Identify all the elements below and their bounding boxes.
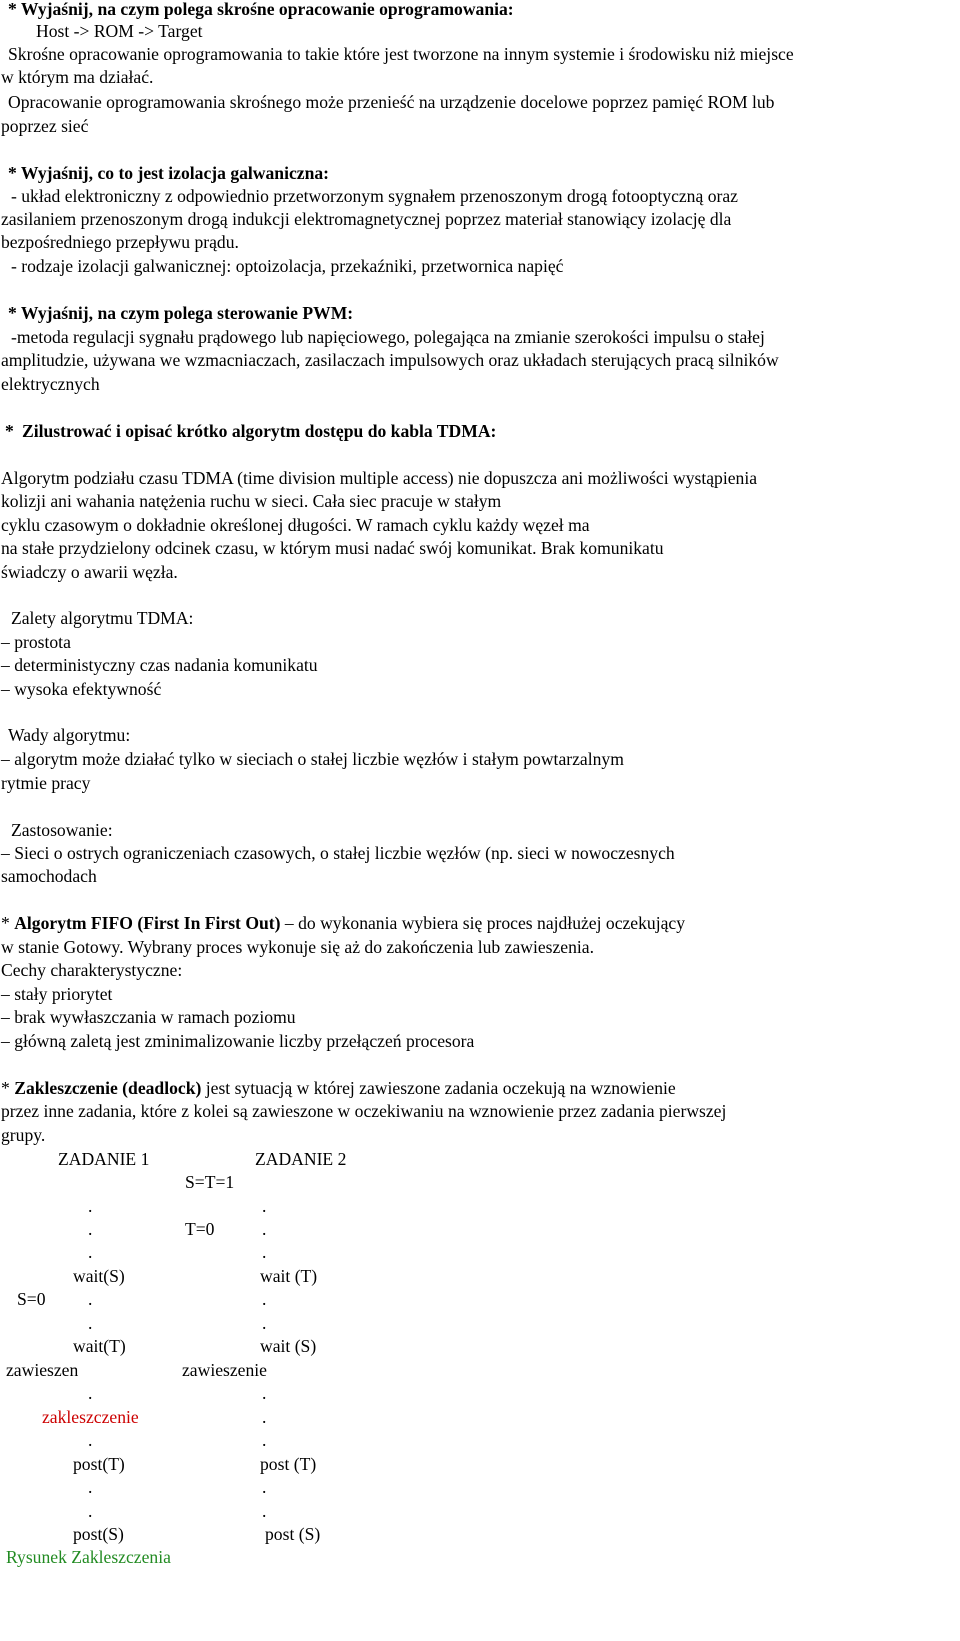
q1-line: Opracowanie oprogramowania skrośnego może przenieść na urządzenie docelowe poprzez pamięć ROM lub <box>8 92 775 112</box>
q5-heading-rest: – do wykonania wybiera się proces najdłużej oczekujący <box>280 913 686 933</box>
q5-heading-bold: Algorytm FIFO (First In First Out) <box>14 913 281 933</box>
q2-line: - układ elektroniczny z odpowiednio przetworzonym sygnałem przenoszonym drogą fotooptyczną oraz <box>11 186 738 206</box>
q4-line: cyklu czasowym o dokładnie określonej długości. W ramach cyklu każdy węzeł ma <box>1 515 590 535</box>
diagram-suspended-2: zawieszenie <box>182 1360 267 1380</box>
list-item: – Sieci o ostrych ograniczeniach czasowych, o stałej liczbie węzłów (np. sieci w nowoczesnych <box>1 843 675 863</box>
diagram-wait-t: wait (T) <box>260 1266 318 1286</box>
diagram-t0: T=0 <box>185 1219 215 1239</box>
diagram-dot: . <box>262 1219 267 1239</box>
diagram-post-s: post(S) <box>73 1524 124 1544</box>
q4-line: kolizji ani wahania natężenia ruchu w sieci. Cała siec pracuje w stałym <box>1 491 502 511</box>
diagram-dot: . <box>88 1289 93 1309</box>
list-item: – stały priorytet <box>1 984 113 1004</box>
q6-heading <box>1 1077 676 1099</box>
list-item: – wysoka efektywność <box>1 679 162 699</box>
diagram-wait-s: wait (S) <box>260 1336 317 1356</box>
q5-heading <box>1 912 685 934</box>
diagram-dot: . <box>262 1289 267 1309</box>
tdma-advantages-title: Zalety algorytmu TDMA: <box>11 608 194 628</box>
q6-star: * <box>1 1078 15 1098</box>
diagram-init: S=T=1 <box>185 1172 235 1192</box>
diagram-dot: . <box>88 1196 93 1216</box>
diagram-wait-s: wait(S) <box>73 1266 125 1286</box>
q1-line: Host -> ROM -> Target <box>36 21 203 41</box>
diagram-dot: . <box>88 1430 93 1450</box>
q2-heading: * Wyjaśnij, co to jest izolacja galwaniczna: <box>8 163 330 183</box>
q6-heading-bold: Zakleszczenie (deadlock) <box>14 1078 202 1098</box>
q1-line: Skrośne opracowanie oprogramowania to takie które jest tworzone na innym systemie i środowisku niż miejsce <box>8 44 794 64</box>
diagram-dot: . <box>262 1242 267 1262</box>
diagram-dot: . <box>262 1383 267 1403</box>
diagram-dot: . <box>262 1477 267 1497</box>
diagram-dot: . <box>88 1242 93 1262</box>
q4-line: Algorytm podziału czasu TDMA (time division multiple access) nie dopuszcza ani możliwości wystąpienia <box>1 468 758 488</box>
diagram-deadlock-label: zakleszczenie <box>42 1407 139 1427</box>
q3-line: -metoda regulacji sygnału prądowego lub napięciowego, polegająca na zmianie szerokości impulsu o stałej <box>11 327 765 347</box>
list-item: – główną zaletą jest zminimalizowanie liczby przełączeń procesora <box>1 1031 475 1051</box>
list-item: – deterministyczny czas nadania komunikatu <box>1 655 318 675</box>
diagram-dot: . <box>262 1313 267 1333</box>
q5-line: Cechy charakterystyczne: <box>1 960 183 980</box>
diagram-wait-t: wait(T) <box>73 1336 126 1356</box>
q2-line: bezpośredniego przepływu prądu. <box>1 232 239 252</box>
list-item: samochodach <box>1 866 97 886</box>
diagram-dot: . <box>88 1501 93 1521</box>
tdma-usage-title: Zastosowanie: <box>11 820 113 840</box>
q4-heading: Zilustrować i opisać krótko algorytm dostępu do kabla TDMA: <box>22 421 497 441</box>
q3-heading: * Wyjaśnij, na czym polega sterowanie PWM: <box>8 303 354 323</box>
q4-star: * <box>5 421 14 441</box>
diagram-post-s: post (S) <box>265 1524 321 1544</box>
diagram-caption: Rysunek Zakleszczenia <box>6 1547 171 1567</box>
diagram-suspended-1: zawieszen <box>6 1360 79 1380</box>
list-item: – algorytm może działać tylko w sieciach o stałej liczbie węzłów i stałym powtarzalnym <box>1 749 624 769</box>
diagram-dot: . <box>262 1196 267 1216</box>
list-item: – brak wywłaszczania w ramach poziomu <box>1 1007 296 1027</box>
diagram-dot: . <box>262 1407 267 1427</box>
q1-heading: * Wyjaśnij, na czym polega skrośne opracowanie oprogramowania: <box>8 0 514 19</box>
q5-line: w stanie Gotowy. Wybrany proces wykonuje się aż do zakończenia lub zawieszenia. <box>1 937 595 957</box>
q3-line: amplitudzie, używana we wzmacniaczach, zasilaczach impulsowych oraz układach sterujących pracą silników <box>1 350 779 370</box>
diagram-dot: . <box>88 1313 93 1333</box>
q3-line: elektrycznych <box>1 374 100 394</box>
q2-line: zasilaniem przenoszonym drogą indukcji elektromagnetycznej poprzez materiał stanowiący izolację dla <box>1 209 732 229</box>
diagram-post-t: post (T) <box>260 1454 317 1474</box>
q1-line: poprzez sieć <box>1 116 89 136</box>
diagram-task1-label: ZADANIE 1 <box>58 1149 150 1169</box>
diagram-dot: . <box>262 1501 267 1521</box>
q2-line: - rodzaje izolacji galwanicznej: optoizolacja, przekaźniki, przetwornica napięć <box>11 256 564 276</box>
list-item: – prostota <box>1 632 71 652</box>
q4-line: świadczy o awarii węzła. <box>1 562 178 582</box>
q6-line: grupy. <box>1 1125 46 1145</box>
q1-line: w którym ma działać. <box>1 67 154 87</box>
q4-line: na stałe przydzielony odcinek czasu, w którym musi nadać swój komunikat. Brak komunikatu <box>1 538 664 558</box>
tdma-disadvantages-title: Wady algorytmu: <box>8 725 131 745</box>
diagram-post-t: post(T) <box>73 1454 125 1474</box>
diagram-dot: . <box>88 1477 93 1497</box>
diagram-dot: . <box>88 1383 93 1403</box>
diagram-task2-label: ZADANIE 2 <box>255 1149 347 1169</box>
list-item: rytmie pracy <box>1 773 91 793</box>
q6-line: przez inne zadania, które z kolei są zawieszone w oczekiwaniu na wznowienie przez zadania pierwszej <box>1 1101 727 1121</box>
diagram-dot: . <box>88 1219 93 1239</box>
q6-heading-rest: jest sytuacją w której zawieszone zadania oczekują na wznowienie <box>201 1078 676 1098</box>
q5-star: * <box>1 913 15 933</box>
diagram-dot: . <box>262 1430 267 1450</box>
diagram-s0: S=0 <box>17 1289 46 1309</box>
